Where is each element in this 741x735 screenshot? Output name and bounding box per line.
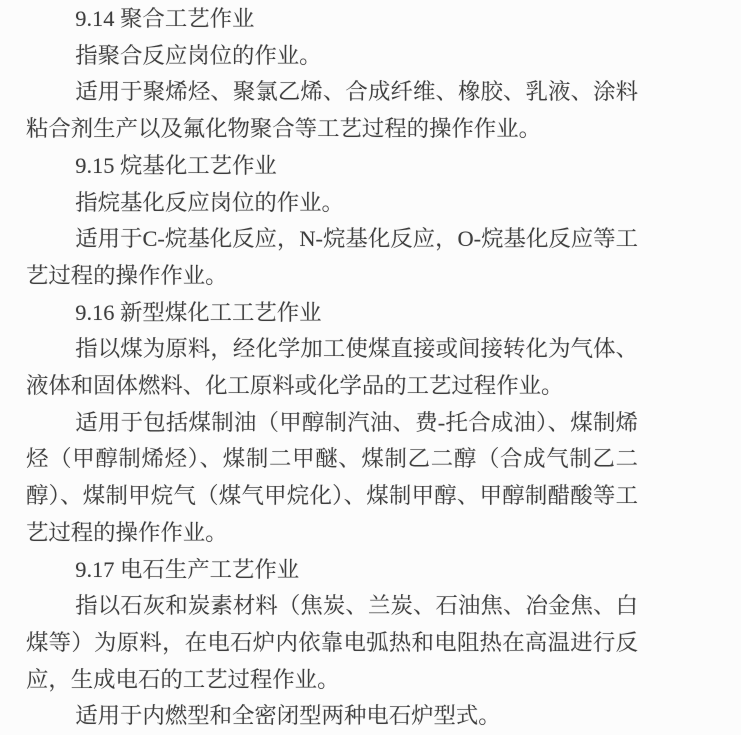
- section-9-15-scope: 适用于C-烷基化反应，N-烷基化反应，O-烷基化反应等工艺过程的操作作业。: [26, 226, 638, 288]
- section-9-17-scope: 适用于内燃型和全密闭型两种电石炉型式。: [75, 703, 501, 729]
- section-9-14-scope: 适用于聚烯烃、聚氯乙烯、合成纤维、橡胶、乳液、涂料粘合剂生产以及氟化物聚合等工艺过程的操作作业。: [26, 79, 638, 142]
- section-9-17-heading: 9.17 电石生产工艺作业: [75, 556, 300, 582]
- section-9-16: [26, 295, 638, 552]
- section-9-17-definition: 指以石灰和炭素材料（焦炭、兰炭、石油焦、冶金焦、白煤等）为原料，在电石炉内依靠电弧热和电阻热在高温进行反应，生成电石的工艺过程作业。: [26, 593, 638, 692]
- section-9-14-heading: 9.14 聚合工艺作业: [75, 6, 255, 31]
- section-9-16-heading: 9.16 新型煤化工工艺作业: [75, 299, 322, 325]
- section-9-17: [26, 552, 638, 735]
- section-9-15-heading: 9.15 烷基化工艺作业: [75, 152, 277, 178]
- section-9-16-scope: 适用于包括煤制油（甲醇制汽油、费-托合成油）、煤制烯烃（甲醇制烯烃）、煤制二甲醚、煤制乙二醇（合成气制乙二醇）、煤制甲烷气（煤气甲烷化）、煤制甲醇、甲醇制醋酸等工艺过程的操作作业。: [26, 409, 638, 545]
- section-9-16-definition: 指以煤为原料，经化学加工使煤直接或间接转化为气体、液体和固体燃料、化工原料或化学品的工艺过程作业。: [26, 336, 638, 399]
- section-9-14: [26, 1, 638, 148]
- section-9-15: [26, 148, 638, 295]
- section-9-15-definition: 指烷基化反应岗位的作业。: [75, 189, 344, 215]
- section-9-14-definition: 指聚合反应岗位的作业。: [75, 42, 322, 68]
